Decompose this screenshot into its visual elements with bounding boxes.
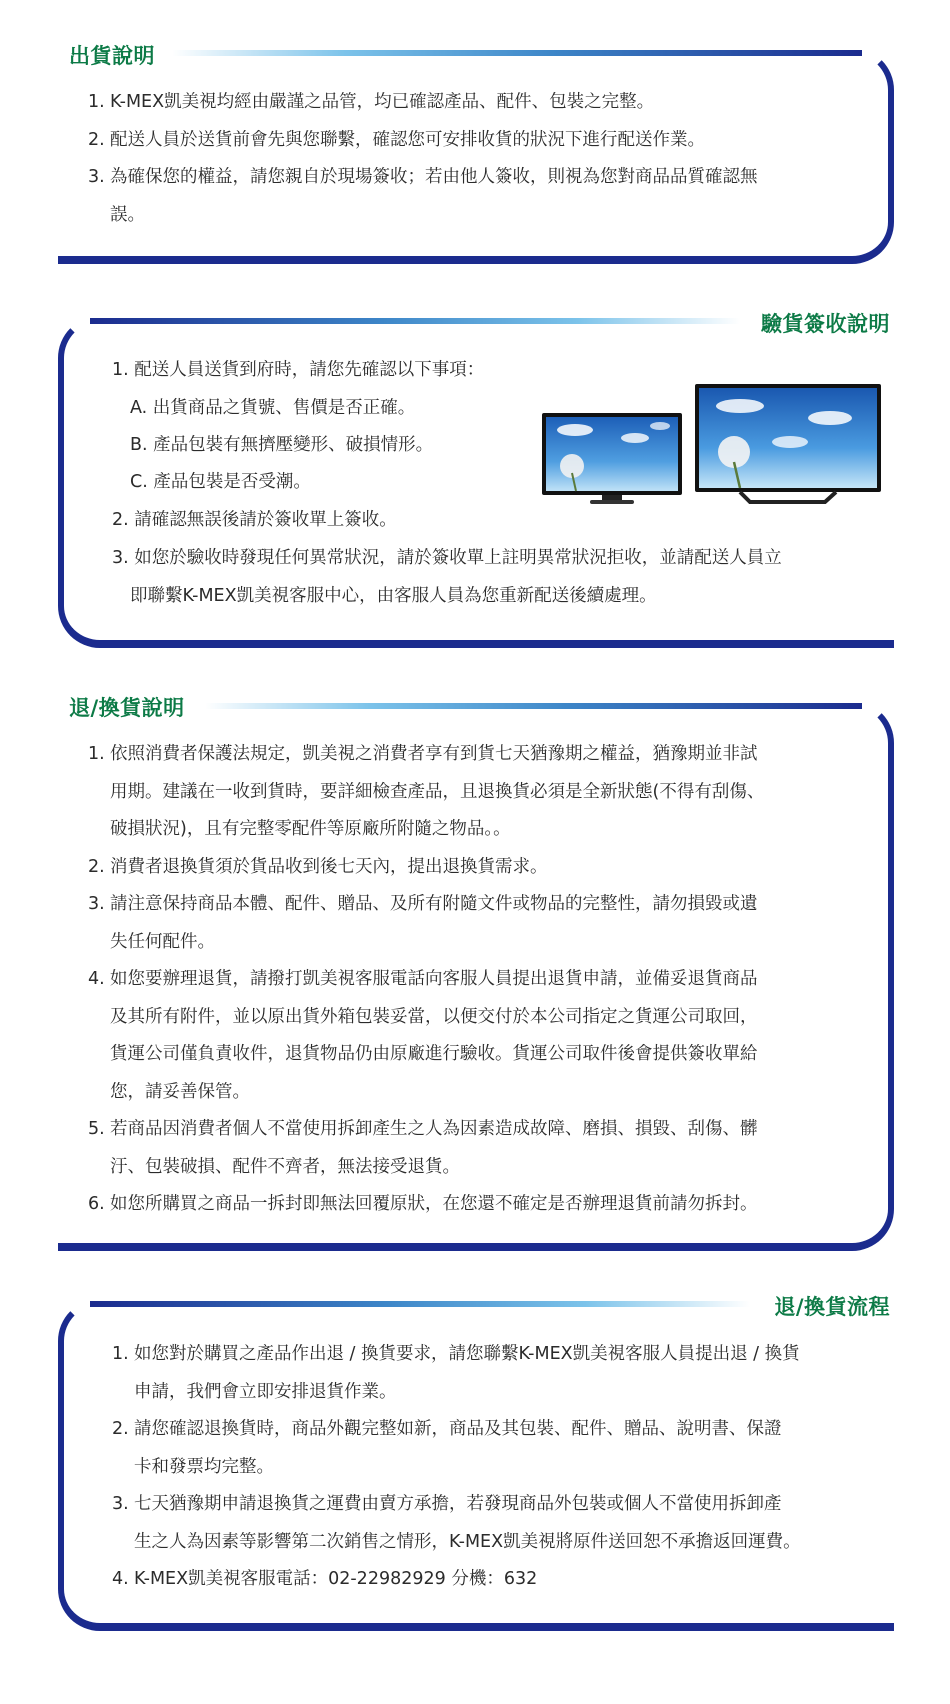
item-number: 3. — [88, 167, 105, 187]
return-process-list — [112, 1336, 902, 1599]
list-item — [112, 1411, 902, 1486]
section-title-return-process: 退/換貨流程 — [774, 1295, 890, 1319]
sub-item-a: A. 出貨商品之貨號、售價是否正確。 — [130, 398, 416, 418]
item-number: 5. — [88, 1119, 105, 1139]
item-number: 2. — [112, 1419, 129, 1439]
item-number: 1. — [112, 1344, 129, 1364]
list-item — [112, 1486, 902, 1561]
section-title-returns: 退/換貨說明 — [69, 696, 185, 720]
item-text-continued: 即聯繫K-MEX凱美視客服中心，由客服人員為您重新配送後續處理。 — [130, 586, 657, 606]
item-text: 若商品因消費者個人不當使用拆卸產生之人為因素造成故障、磨損、損毀、刮傷、髒 — [110, 1119, 758, 1139]
item-number: 3. — [88, 894, 105, 914]
item-text: 請確認無誤後請於簽收單上簽收。 — [134, 510, 397, 530]
sub-item-b: B. 產品包裝有無擠壓變形、破損情形。 — [130, 435, 434, 455]
item-number: 2. — [88, 129, 105, 150]
section-title-shipping: 出貨說明 — [69, 44, 155, 68]
item-text: 七天猶豫期申請退換貨之運費由賣方承擔，若發現商品外包裝或個人不當使用拆卸產 — [134, 1494, 782, 1514]
item-text: 如您於驗收時發現任何異常狀況，請於簽收單上註明異常狀況拒收，並請配送人員立 — [134, 548, 782, 568]
item-number: 3. — [112, 1494, 129, 1514]
item-text-continued: 卡和發票均完整。 — [134, 1456, 274, 1477]
item-text: 請您確認退換貨時，商品外觀完整如新，商品及其包裝、配件、贈品、說明書、保證 — [134, 1419, 782, 1439]
list-item — [112, 1561, 902, 1599]
item-text: K-MEX凱美視均經由嚴謹之品管，均已確認產品、配件、包裝之完整。 — [110, 92, 655, 112]
item-number: 1. — [88, 744, 105, 764]
item-text-continued: 貨運公司僅負責收件，退貨物品仍由原廠進行驗收。貨運公司取件後會提供簽收單給 — [110, 1044, 758, 1064]
section-title-inspection: 驗貨簽收說明 — [761, 312, 890, 336]
item-number: 2. — [112, 510, 129, 530]
item-text: 為確保您的權益，請您親自於現場簽收；若由他人簽收，則視為您對商品品質確認無 — [110, 167, 758, 187]
item-text: 配送人員於送貨前會先與您聯繫，確認您可安排收貨的狀況下進行配送作業。 — [110, 129, 705, 150]
item-number: 3. — [112, 548, 129, 568]
item-number: 4. — [88, 969, 105, 989]
item-text: 如您要辦理退貨，請撥打凱美視客服電話向客服人員提出退貨申請，並備妥退貨商品 — [110, 969, 758, 989]
item-text-continued: 申請，我們會立即安排退貨作業。 — [134, 1381, 397, 1402]
item-text: 請注意保持商品本體、配件、贈品、及所有附隨文件或物品的完整性，請勿損毀或遺 — [110, 894, 758, 914]
item-number: 6. — [88, 1194, 105, 1214]
item-text: 如您對於購買之產品作出退 / 換貨要求，請您聯繫K-MEX凱美視客服人員提出退 / 換貨 — [134, 1344, 800, 1364]
item-text: K-MEX凱美視客服電話：02-22982929 分機：632 — [134, 1569, 538, 1589]
item-text-continued: 破損狀況)，且有完整零配件等原廠所附隨之物品。。 — [110, 819, 511, 839]
item-text-continued: 失任何配件。 — [110, 931, 215, 952]
item-text: 依照消費者保護法規定，凱美視之消費者享有到貨七天猶豫期之權益，猶豫期並非試 — [110, 744, 758, 764]
item-text: 配送人員送貨到府時，請您先確認以下事項： — [134, 360, 485, 380]
sub-item-c: C. 產品包裝是否受潮。 — [130, 472, 311, 492]
item-number: 4. — [112, 1569, 129, 1589]
item-text-continued: 誤。 — [110, 204, 145, 225]
item-text-continued: 及其所有附件，並以原出貨外箱包裝妥當，以便交付於本公司指定之貨運公司取回， — [110, 1006, 758, 1027]
item-number: 1. — [112, 360, 129, 380]
item-text-continued: 生之人為因素等影響第二次銷售之情形，K-MEX凱美視將原件送回恕不承擔返回運費。 — [134, 1531, 801, 1552]
item-text-continued: 汙、包裝破損、配件不齊者，無法接受退貨。 — [110, 1156, 460, 1177]
item-text: 如您所購買之商品一拆封即無法回覆原狀，在您還不確定是否辦理退貨前請勿拆封。 — [110, 1194, 758, 1214]
item-number: 1. — [88, 92, 105, 112]
item-text-continued: 您，請妥善保管。 — [110, 1081, 250, 1102]
list-item — [112, 1336, 902, 1411]
item-number: 2. — [88, 856, 105, 877]
item-text-continued: 用期。建議在一收到貨時，要詳細檢查產品，且退換貨必須是全新狀態(不得有刮傷、 — [110, 781, 765, 802]
item-text: 消費者退換貨須於貨品收到後七天內，提出退換貨需求。 — [110, 856, 548, 877]
